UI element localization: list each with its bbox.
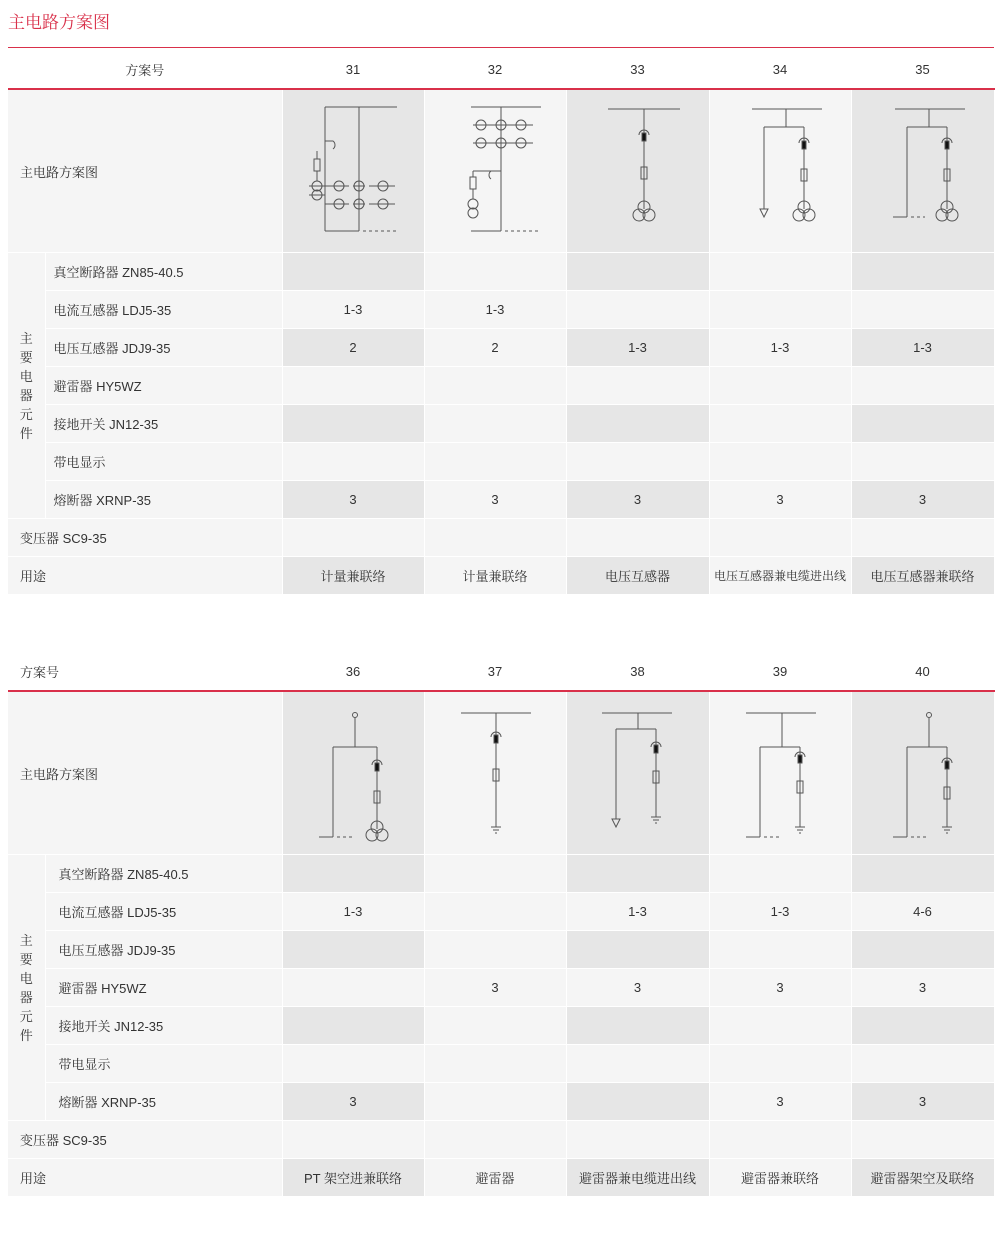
transformer-label: 变压器 SC9-35 (8, 1121, 282, 1159)
cell (851, 367, 994, 405)
cell (424, 893, 566, 931)
cell (424, 405, 566, 443)
cell (566, 519, 709, 557)
cell (709, 855, 851, 893)
circuit-40-icon (853, 693, 993, 853)
cell (282, 367, 424, 405)
cell (282, 519, 424, 557)
diagram-label: 主电路方案图 (8, 691, 282, 855)
cell (709, 1121, 851, 1159)
cell (282, 1045, 424, 1083)
usage-cell: 电压互感器兼联络 (851, 557, 994, 595)
cell: 1-3 (851, 329, 994, 367)
cell: 3 (424, 969, 566, 1007)
cell (709, 253, 851, 291)
cell (282, 1007, 424, 1045)
circuit-37-icon (425, 693, 565, 853)
cell (709, 443, 851, 481)
cell (566, 291, 709, 329)
cell (424, 931, 566, 969)
scheme-no: 37 (424, 652, 566, 691)
usage-cell: 避雷器兼电缆进出线 (566, 1159, 709, 1197)
cell (424, 1045, 566, 1083)
circuit-diagram-38 (566, 691, 709, 855)
cell (709, 931, 851, 969)
circuit-diagram-31 (282, 89, 424, 253)
scheme-no: 31 (282, 50, 424, 89)
scheme-no: 34 (709, 50, 851, 89)
component-name: 电压互感器 JDJ9-35 (45, 931, 282, 969)
scheme-no: 40 (851, 652, 994, 691)
component-name: 真空断路器 ZN85-40.5 (45, 855, 282, 893)
cell (566, 253, 709, 291)
cell (851, 405, 994, 443)
circuit-diagram-36 (282, 691, 424, 855)
usage-cell: 避雷器架空及联络 (851, 1159, 994, 1197)
circuit-33-icon (568, 91, 708, 251)
component-name: 电流互感器 LDJ5-35 (45, 893, 282, 931)
transformer-label: 变压器 SC9-35 (8, 519, 282, 557)
cell: 1-3 (709, 893, 851, 931)
usage-label: 用途 (8, 557, 282, 595)
circuit-diagram-39 (709, 691, 851, 855)
component-name: 电流互感器 LDJ5-35 (45, 291, 282, 329)
cell (424, 1007, 566, 1045)
cell: 3 (709, 1083, 851, 1121)
usage-cell: 避雷器兼联络 (709, 1159, 851, 1197)
cell: 3 (566, 969, 709, 1007)
cell (566, 405, 709, 443)
cell (851, 1007, 994, 1045)
circuit-38-icon (568, 693, 708, 853)
cell: 4-6 (851, 893, 994, 931)
scheme-table-2 (8, 652, 995, 1197)
cell (566, 1007, 709, 1045)
usage-label: 用途 (8, 1159, 282, 1197)
cell (282, 855, 424, 893)
cell (282, 1121, 424, 1159)
circuit-36-icon (283, 693, 423, 853)
cell: 2 (282, 329, 424, 367)
circuit-35-icon (853, 91, 993, 251)
cell (709, 519, 851, 557)
usage-cell: 电压互感器兼电缆进出线 (709, 557, 851, 595)
cell: 3 (851, 481, 994, 519)
cell (566, 1045, 709, 1083)
circuit-31-icon (283, 91, 423, 251)
title-rule (8, 47, 994, 48)
usage-cell: PT 架空进兼联络 (282, 1159, 424, 1197)
circuit-diagram-32 (424, 89, 566, 253)
cell (566, 1121, 709, 1159)
cell (282, 443, 424, 481)
cell (851, 931, 994, 969)
cell (851, 1121, 994, 1159)
cell (566, 367, 709, 405)
usage-cell: 电压互感器 (566, 557, 709, 595)
usage-cell: 避雷器 (424, 1159, 566, 1197)
circuit-32-icon (425, 91, 565, 251)
cell: 3 (566, 481, 709, 519)
scheme-no: 35 (851, 50, 994, 89)
cell: 1-3 (566, 893, 709, 931)
main-components-label (8, 253, 45, 519)
scheme-table-1 (8, 50, 995, 595)
component-name: 接地开关 JN12-35 (45, 405, 282, 443)
cell: 1-3 (282, 893, 424, 931)
cell (851, 443, 994, 481)
cell (851, 291, 994, 329)
cell (424, 1121, 566, 1159)
component-name: 避雷器 HY5WZ (45, 367, 282, 405)
cell (709, 405, 851, 443)
cell (566, 855, 709, 893)
cell (566, 1083, 709, 1121)
cell (851, 253, 994, 291)
cell: 3 (851, 1083, 994, 1121)
scheme-no: 36 (282, 652, 424, 691)
scheme-no-label: 方案号 (8, 50, 282, 89)
component-name: 熔断器 XRNP-35 (45, 481, 282, 519)
cell (709, 1007, 851, 1045)
cell (424, 1083, 566, 1121)
component-name: 真空断路器 ZN85-40.5 (45, 253, 282, 291)
circuit-diagram-40 (851, 691, 994, 855)
cell (566, 931, 709, 969)
cell: 1-3 (282, 291, 424, 329)
circuit-diagram-37 (424, 691, 566, 855)
circuit-34-icon (710, 91, 850, 251)
scheme-no: 39 (709, 652, 851, 691)
component-name: 电压互感器 JDJ9-35 (45, 329, 282, 367)
scheme-no: 33 (566, 50, 709, 89)
cell: 3 (282, 1083, 424, 1121)
cell: 1-3 (709, 329, 851, 367)
main-components-text: 主要电器元件 (19, 932, 33, 1043)
diagram-label: 主电路方案图 (8, 89, 282, 253)
cell (851, 855, 994, 893)
usage-cell: 计量兼联络 (282, 557, 424, 595)
cell (424, 253, 566, 291)
circuit-diagram-34 (709, 89, 851, 253)
cell: 3 (709, 969, 851, 1007)
cell (709, 367, 851, 405)
cell: 3 (851, 969, 994, 1007)
component-name: 熔断器 XRNP-35 (45, 1083, 282, 1121)
cell: 3 (282, 481, 424, 519)
circuit-diagram-35 (851, 89, 994, 253)
component-name: 接地开关 JN12-35 (45, 1007, 282, 1045)
component-name: 避雷器 HY5WZ (45, 969, 282, 1007)
cell (851, 519, 994, 557)
cell (424, 367, 566, 405)
circuit-39-icon (710, 693, 850, 853)
circuit-diagram-33 (566, 89, 709, 253)
scheme-no-label: 方案号 (8, 652, 282, 691)
main-components-text: 主要电器元件 (19, 330, 33, 441)
cell (851, 1045, 994, 1083)
usage-cell: 计量兼联络 (424, 557, 566, 595)
cell (424, 519, 566, 557)
scheme-no: 38 (566, 652, 709, 691)
scheme-no: 32 (424, 50, 566, 89)
cell (566, 443, 709, 481)
cell (424, 443, 566, 481)
cell (282, 405, 424, 443)
cell: 3 (424, 481, 566, 519)
component-name: 带电显示 (45, 1045, 282, 1083)
cell: 2 (424, 329, 566, 367)
main-components-label (8, 855, 45, 1121)
cell: 3 (709, 481, 851, 519)
cell (282, 969, 424, 1007)
cell (282, 931, 424, 969)
component-name: 带电显示 (45, 443, 282, 481)
cell: 1-3 (424, 291, 566, 329)
page-title: 主电路方案图 (8, 13, 110, 32)
cell (424, 855, 566, 893)
cell (709, 291, 851, 329)
cell: 1-3 (566, 329, 709, 367)
cell (709, 1045, 851, 1083)
cell (282, 253, 424, 291)
